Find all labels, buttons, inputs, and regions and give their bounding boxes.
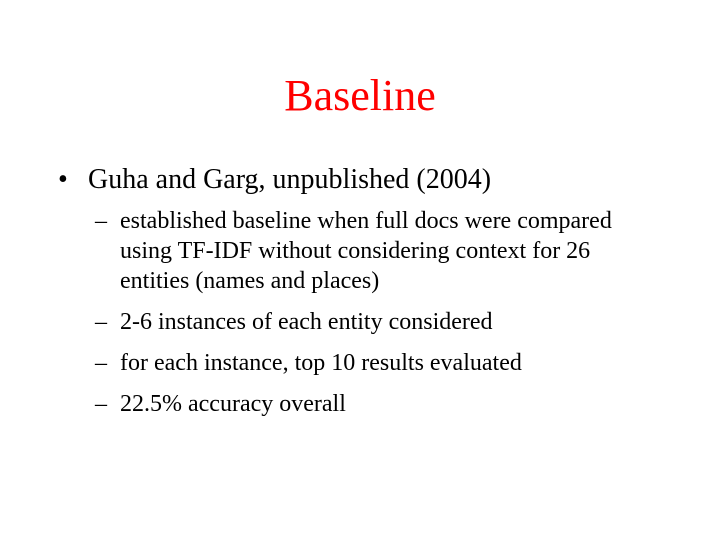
dash-marker: – [95,350,107,376]
dash-marker: – [95,391,107,417]
bullet-text: Guha and Garg, unpublished (2004) [88,164,492,195]
bullet-marker: • [58,164,68,195]
sub-bullet-text: 2-6 instances of each entity considered [120,309,493,335]
dash-marker: – [95,309,107,335]
bullet-item [58,162,698,198]
sub-bullet-item [95,307,655,337]
slide-title: Baseline [284,71,436,120]
sub-bullet-text: 22.5% accuracy overall [120,391,346,417]
dash-marker: – [95,208,107,234]
sub-bullet-text: for each instance, top 10 results evaluated [120,350,522,376]
sub-bullet-item [95,389,655,419]
sub-bullet-item [95,206,655,296]
sub-bullet-item [95,348,655,378]
sub-bullet-list [95,206,655,430]
sub-bullet-text: established baseline when full docs were compared using TF-IDF without considering context for 26 entities (names and places) [120,208,612,294]
